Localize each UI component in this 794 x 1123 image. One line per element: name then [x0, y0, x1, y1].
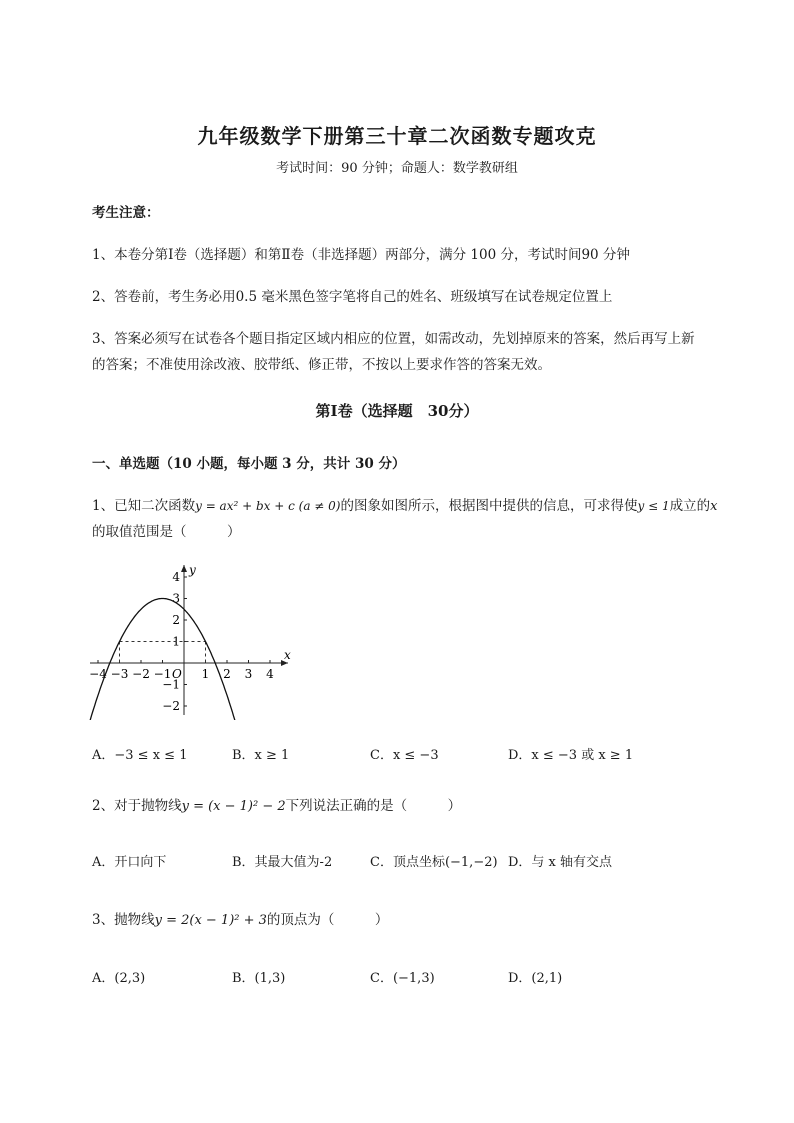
q1-stem-b: 的图象如图所示，根据图中提供的信息，可求得使 [340, 498, 638, 514]
q2-option-d[interactable]: D．与 x 轴有交点 [508, 855, 613, 870]
question-3-stem [92, 908, 388, 928]
origin-label: O [172, 667, 182, 681]
y-tick-label: −2 [162, 699, 180, 713]
q1-option-c[interactable]: C．x ≤ −3 [370, 748, 439, 763]
y-tick-label: 4 [172, 570, 180, 584]
q2-stem-a: 2、对于抛物线 [92, 798, 182, 814]
x-tick-label: 3 [244, 667, 253, 681]
x-tick-label: −4 [89, 667, 107, 681]
q3-stem-a: 3、抛物线 [92, 912, 155, 928]
q1-stem-a: 1、已知二次函数 [92, 498, 196, 514]
y-tick-label: −1 [162, 677, 180, 692]
y-tick-label: 1 [172, 634, 180, 649]
q1-formula: y = ax² + bx + c (a ≠ 0) [195, 499, 341, 513]
notice-heading: 考生注意： [92, 205, 160, 221]
x-tick-label: 2 [223, 667, 231, 681]
section-title: 第Ⅰ卷（选择题 30分） [315, 402, 479, 420]
notice-item: 的答案；不准使用涂改液、胶带纸、修正带，不按以上要求作答的答案无效。 [92, 357, 551, 373]
q1-option-d[interactable]: D．x ≤ −3 或 x ≥ 1 [508, 748, 634, 763]
y-tick-label: 2 [172, 613, 180, 627]
y-tick-label: 3 [172, 591, 180, 606]
q3-formula: y = 2(x − 1)² + 3 [154, 913, 267, 928]
notice-item: 1、本卷分第Ⅰ卷（选择题）和第Ⅱ卷（非选择题）两部分，满分 100 分，考试时间90 分钟 [92, 247, 630, 263]
parabola-graph [88, 560, 298, 720]
q2-formula: y = (x − 1)² − 2 [181, 799, 286, 814]
q1-var: x [710, 499, 718, 514]
q2-stem-b: 下列说法正确的是（ ） [285, 798, 462, 814]
notice-item: 2、答卷前，考生务必用0.5 毫米黑色签字笔将自己的姓名、班级填写在试卷规定位置上 [92, 289, 613, 305]
x-tick-label: −1 [153, 667, 172, 681]
q1-option-a[interactable]: A．−3 ≤ x ≤ 1 [92, 748, 188, 763]
q3-option-d[interactable]: D．(2,1) [508, 971, 563, 986]
y-axis-arrow [181, 565, 187, 572]
part-heading: 一、单选题（10 小题，每小题 3 分，共计 30 分） [92, 456, 406, 472]
exam-info: 考试时间：90 分钟；命题人：数学教研组 [276, 161, 518, 176]
q2-option-b[interactable]: B．其最大值为-2 [232, 855, 333, 870]
q1-condition: y ≤ 1 [637, 499, 670, 513]
x-tick-label: −2 [132, 667, 150, 681]
q1-option-b[interactable]: B．x ≥ 1 [232, 748, 290, 763]
question-1-stem-line2: 的取值范围是（ ） [92, 524, 241, 540]
notice-item: 3、答案必须写在试卷各个题目指定区域内相应的位置，如需改动，先划掉原来的答案，然后再写上新 [92, 331, 695, 347]
q3-stem-b: 的顶点为（ ） [266, 912, 389, 928]
q1-stem-c: 成立的 [669, 498, 711, 514]
page-title: 九年级数学下册第三十章二次函数专题攻克 [197, 124, 597, 148]
q2-option-c[interactable]: C．顶点坐标(−1,−2) [370, 855, 498, 870]
question-2-stem [92, 794, 461, 814]
q3-option-b[interactable]: B．(1,3) [232, 971, 286, 986]
q3-option-c[interactable]: C．(−1,3) [370, 971, 435, 986]
x-axis-label: x [284, 648, 291, 662]
q2-option-a[interactable]: A．开口向下 [92, 855, 167, 870]
x-tick-label: 1 [201, 667, 210, 681]
x-tick-label: −3 [110, 667, 129, 681]
y-axis-label: y [189, 563, 196, 577]
q3-option-a[interactable]: A．(2,3) [92, 971, 146, 986]
question-1-stem [92, 494, 717, 514]
x-tick-label: 4 [266, 667, 274, 681]
